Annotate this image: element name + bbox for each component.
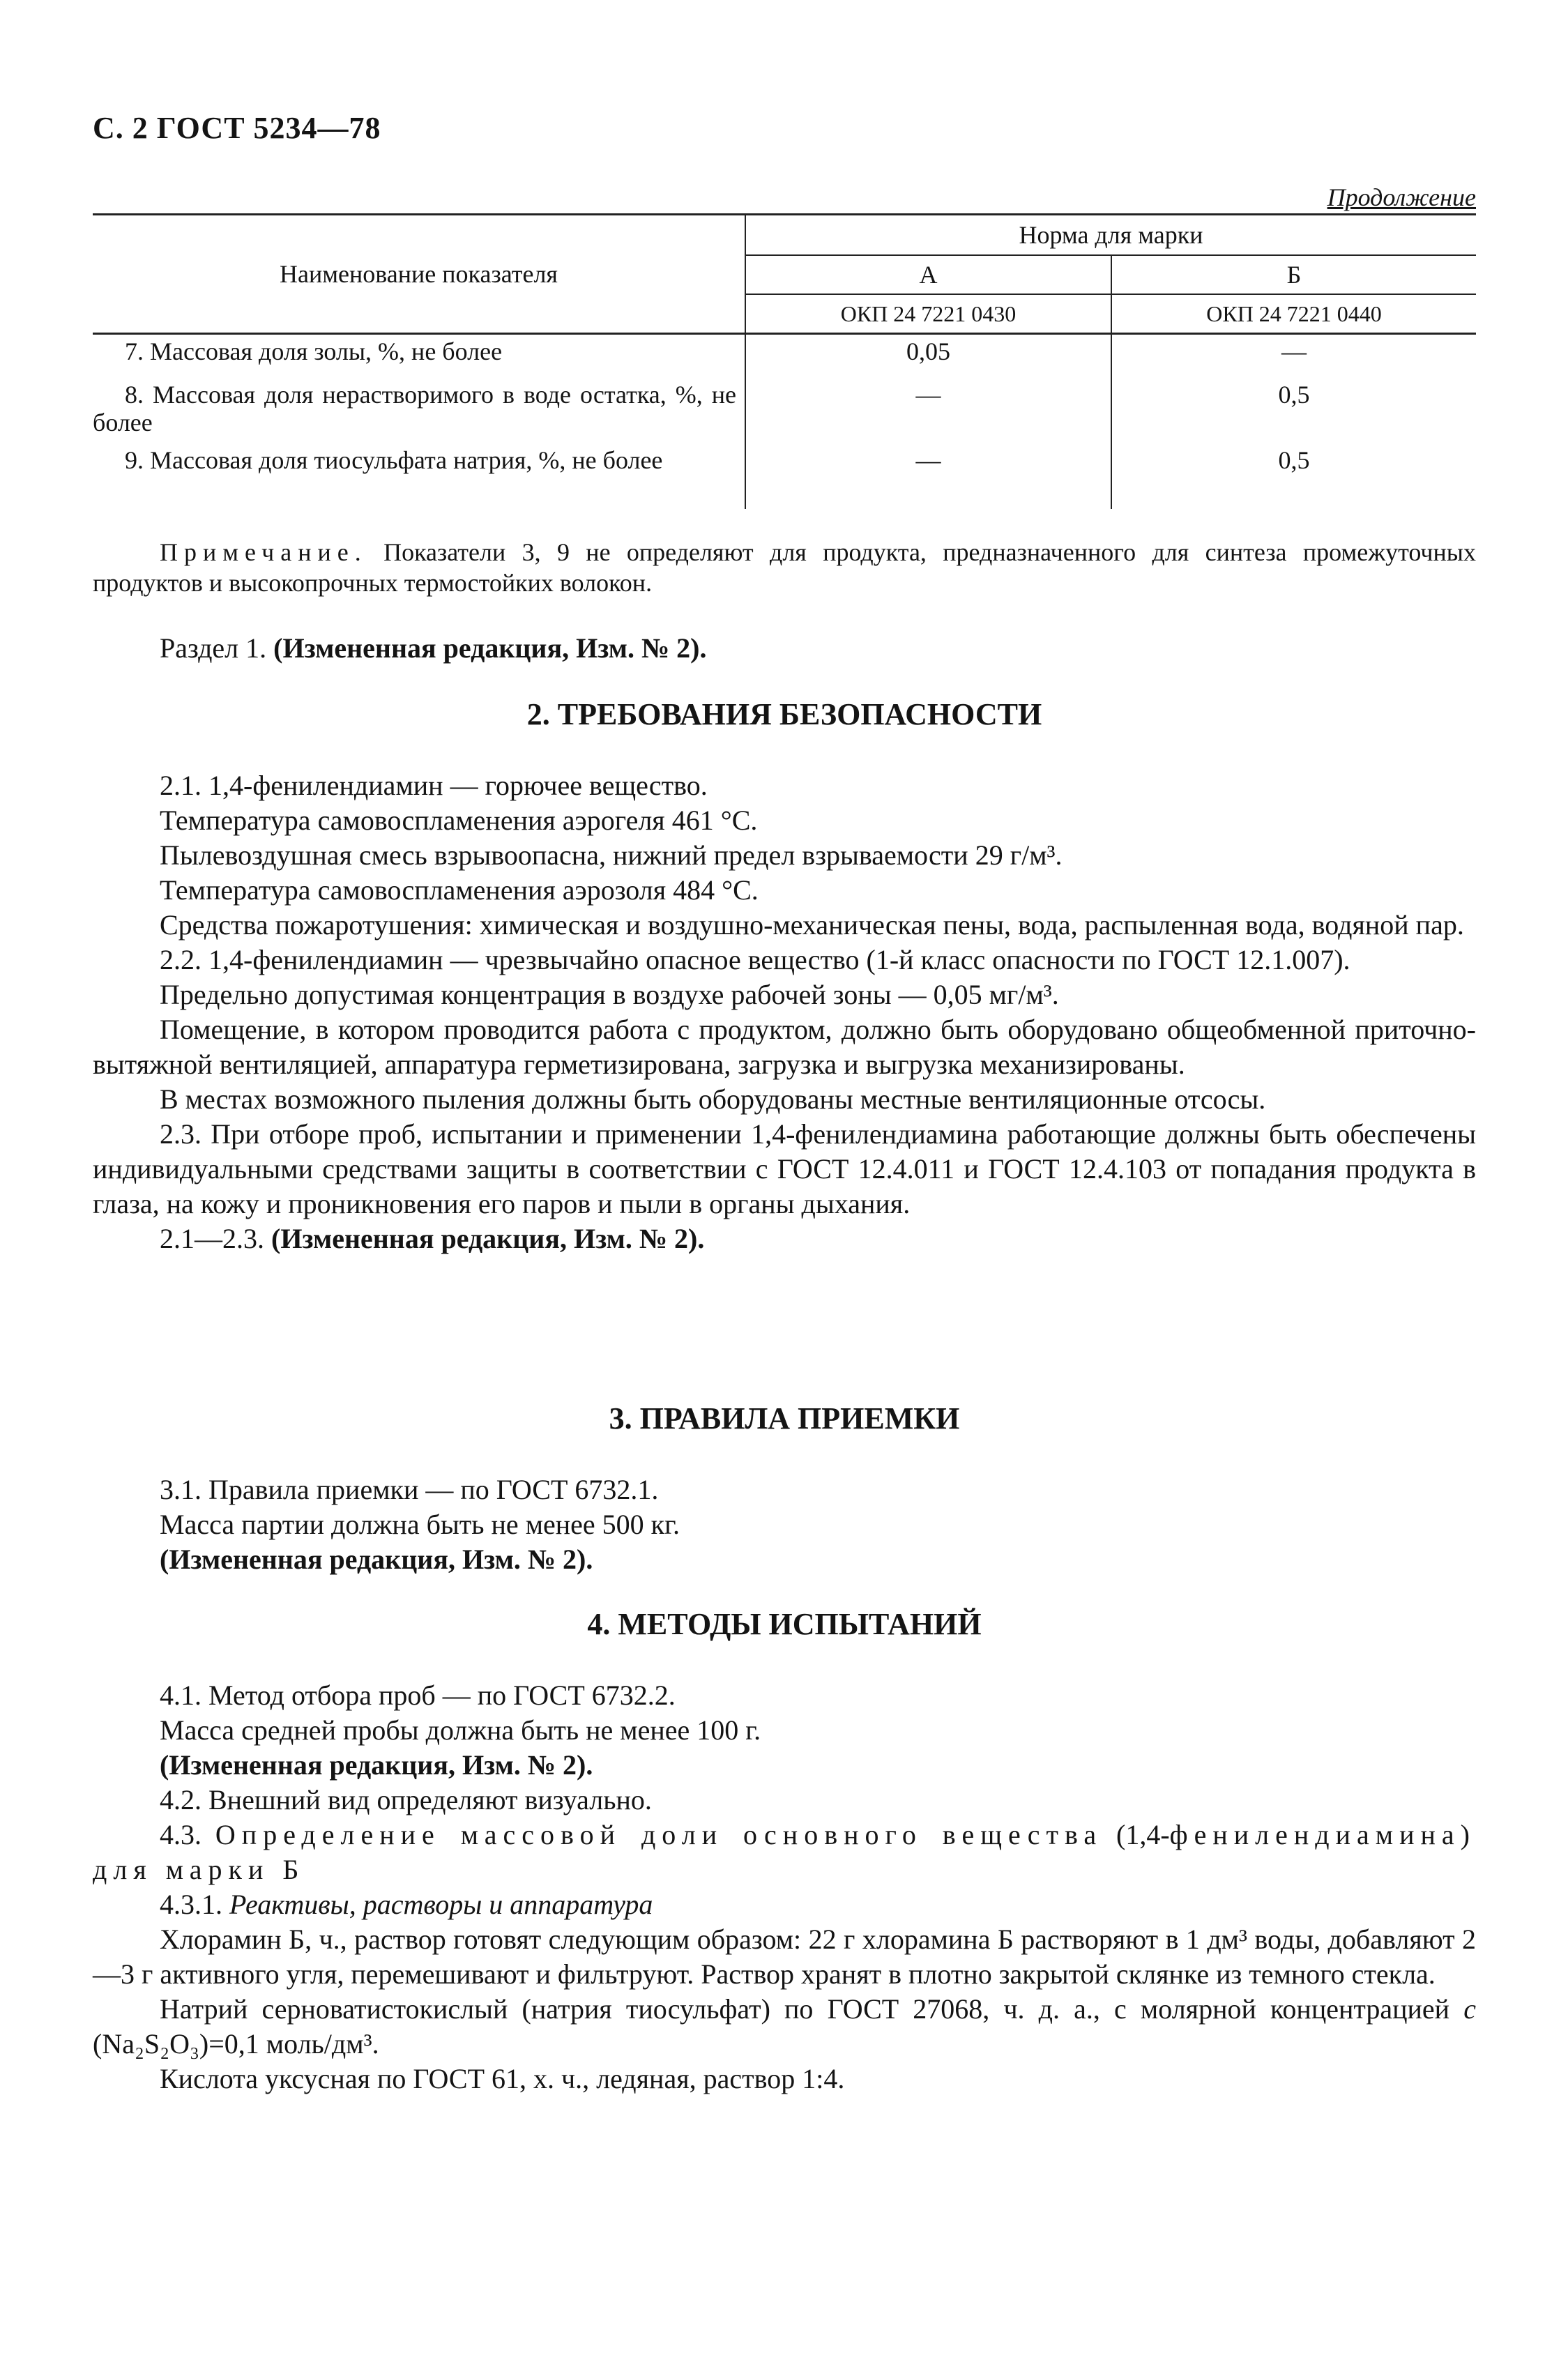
subsection-title: Определение массовой доли основного вещества (215, 1819, 1103, 1850)
change-note: (Измененная редакция, Изм. № 2). (160, 1749, 593, 1781)
table-header-norm: Норма для марки (745, 215, 1476, 256)
paragraph (93, 1992, 1476, 2062)
subsection-number: 4.3.1. (160, 1889, 229, 1920)
section-2-title: 2. ТРЕБОВАНИЯ БЕЗОПАСНОСТИ (526, 697, 1042, 731)
note-block (93, 537, 1476, 598)
subsection-number: 4.3. (160, 1819, 215, 1850)
table-header-mark-a: А (745, 255, 1111, 294)
specs-table (93, 213, 1476, 509)
section-3-title: 3. ПРАВИЛА ПРИЕМКИ (609, 1401, 960, 1436)
paragraph: 2.1. 1,4-фенилендиамин — горючее вещество. (160, 770, 708, 801)
subsection-title-paren: (1,4- (1102, 1819, 1170, 1850)
note-paragraph (93, 537, 1476, 598)
table-cell-name: 8. Массовая доля нерастворимого в воде остатка, %, не более (93, 378, 745, 443)
note-label: Примечание. (160, 538, 367, 566)
paragraph-part: Натрий серноватистокислый (натрия тиосульфат) по ГОСТ 27068, ч. д. а., с молярной концентрацией (160, 1993, 1464, 2025)
subsection-title: Реактивы, растворы и аппаратура (229, 1889, 653, 1920)
paragraph: Помещение, в котором проводится работа с продуктом, должно быть оборудовано общеобменной приточно-вытяжной вентиляцией, аппаратура герметизирована, загрузка и выгрузка механизированы. (93, 1014, 1476, 1080)
paragraph: Масса партии должна быть не менее 500 кг. (160, 1509, 680, 1540)
paragraph: 2.2. 1,4-фенилендиамин — чрезвычайно опасное вещество (1-й класс опасности по ГОСТ 12.1.007). (160, 944, 1350, 975)
table-cell-name: 7. Массовая доля золы, %, не более (93, 334, 745, 379)
section-4 (93, 1607, 1476, 2096)
table-header-okp-a: ОКП 24 7221 0430 (745, 294, 1111, 334)
paragraph: Кислота уксусная по ГОСТ 61, х. ч., ледяная, раствор 1:4. (160, 2063, 845, 2094)
paragraph: Температура самовоспламенения аэрозоля 484 °С. (160, 874, 759, 906)
paragraph: 2.3. При отборе проб, испытании и применении 1,4-фенилендиамина работающие должны быть обеспечены индивидуальными средствами защиты в соответствии с ГОСТ 12.4.011 и ГОСТ 12.4.103 от попадания продукта в глаза, на кожу и проникновения его паров и пыли в органы дыхания. (93, 1118, 1476, 1219)
paragraph: 3.1. Правила приемки — по ГОСТ 6732.1. (160, 1474, 659, 1505)
section-1-ref: Раздел 1. (160, 632, 274, 664)
section-3 (93, 1401, 1476, 1577)
paragraph: Предельно допустимая концентрация в воздухе рабочей зоны — 0,05 мг/м³. (160, 979, 1059, 1010)
table-cell-name: 9. Массовая доля тиосульфата натрия, %, не более (93, 443, 745, 509)
paragraph: Температура самовоспламенения аэрогеля 461 °С. (160, 805, 758, 836)
section-2 (93, 697, 1476, 1256)
table-cell-b: 0,5 (1111, 378, 1476, 443)
table-row (93, 334, 1476, 379)
paragraph-part: (Na₂S₂O₃)=0,1 моль/дм³. (93, 2028, 379, 2059)
table-cell-b: 0,5 (1111, 443, 1476, 509)
paragraph: Пылевоздушная смесь взрывоопасна, нижний предел взрываемости 29 г/м³. (160, 839, 1063, 871)
table-row (93, 378, 1476, 443)
change-note: (Измененная редакция, Изм. № 2). (271, 1223, 705, 1254)
paragraph: Хлорамин Б, ч., раствор готовят следующим образом: 22 г хлорамина Б растворяют в 1 дм³ воды, добавляют 2—3 г активного угля, перемешивают и фильтруют. Раствор хранят в плотно закрытой склянке из темного стекла. (93, 1924, 1476, 1990)
paragraph: Масса средней пробы должна быть не менее 100 г. (160, 1714, 761, 1746)
note-text: Показатели 3, 9 не определяют для продукта, предназначенного для синтеза промежуточных продуктов и высокопрочных термостойких волокон. (93, 538, 1476, 597)
paragraph: 4.1. Метод отбора проб — по ГОСТ 6732.2. (160, 1680, 676, 1711)
paragraph: 4.2. Внешний вид определяют визуально. (160, 1784, 652, 1815)
table-cell-b: — (1111, 334, 1476, 379)
table-row (93, 443, 1476, 509)
section-1-change (93, 631, 1476, 666)
subsection-heading (93, 1887, 1476, 1922)
table-header-okp-b: ОКП 24 7221 0440 (1111, 294, 1476, 334)
table-header-name: Наименование показателя (93, 215, 745, 334)
paragraph: Средства пожаротушения: химическая и воздушно-механическая пены, вода, распыленная вода, водяной пар. (160, 909, 1464, 941)
continuation-label: Продолжение (1327, 183, 1476, 211)
section-4-title: 4. МЕТОДЫ ИСПЫТАНИЙ (587, 1607, 982, 1641)
change-note: (Измененная редакция, Изм. № 2). (160, 1544, 593, 1575)
change-note: (Измененная редакция, Изм. № 2). (273, 632, 707, 664)
change-paragraph (93, 1221, 1476, 1256)
change-ref: 2.1—2.3. (160, 1223, 271, 1254)
table-header-mark-b: Б (1111, 255, 1476, 294)
table-cell-a: 0,05 (906, 337, 951, 365)
symbol-c: с (1463, 1993, 1476, 2025)
table-cell-a: — (915, 381, 941, 409)
paragraph: В местах возможного пыления должны быть оборудованы местные вентиляционные отсосы. (160, 1083, 1266, 1115)
subsection-title-cont: фенилендиамина) для марки Б (93, 1819, 1476, 1885)
page-header: С. 2 ГОСТ 5234—78 (93, 111, 381, 145)
table-cell-a: — (915, 446, 941, 474)
subsection-heading (93, 1818, 1476, 1887)
